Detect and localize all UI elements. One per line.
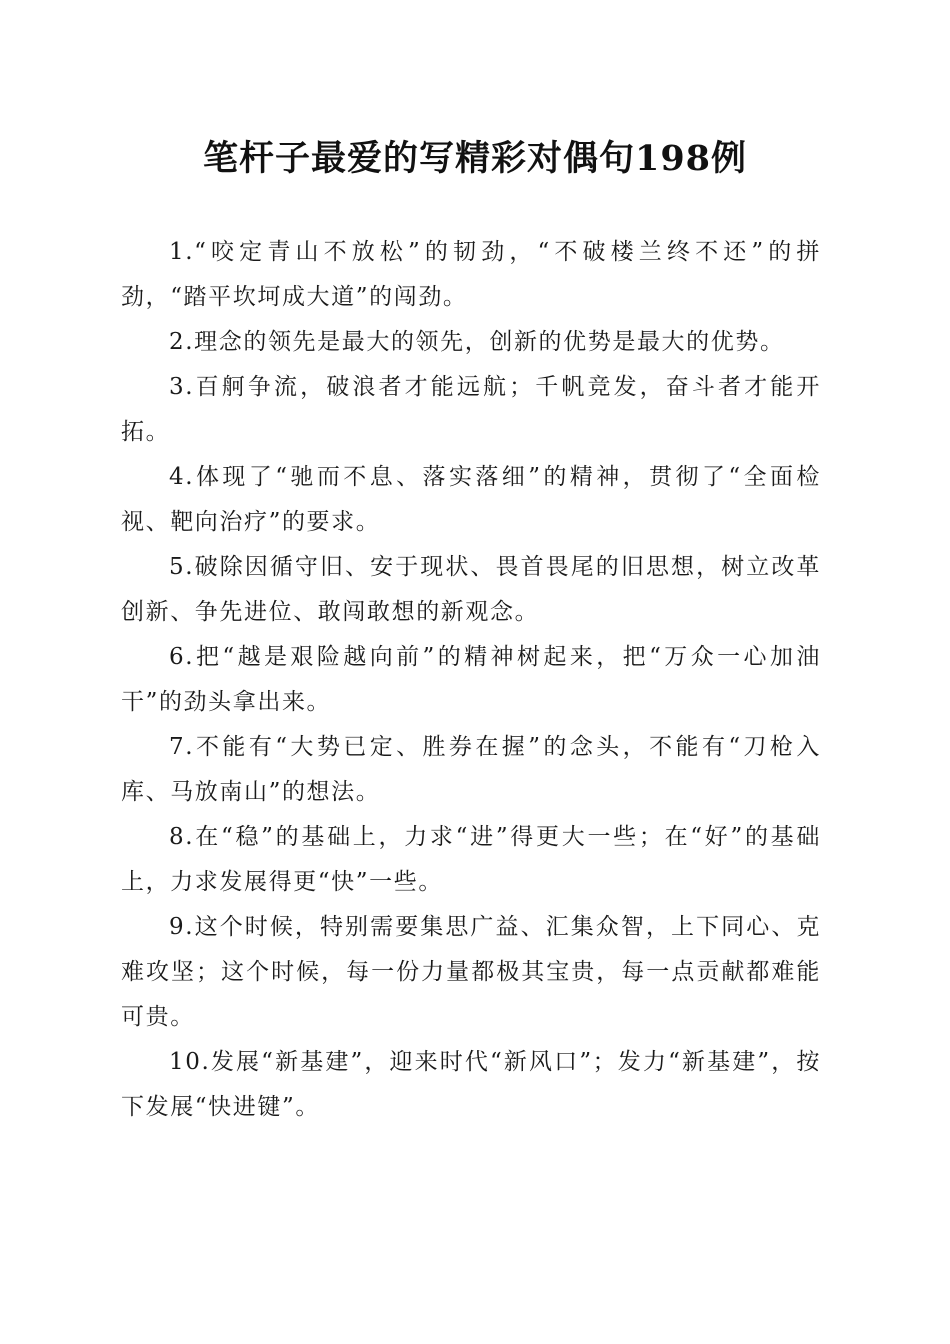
paragraph-1: 1.“咬定青山不放松”的韧劲，“不破楼兰终不还”的拼劲，“踏平坎坷成大道”的闯劲。 — [121, 239, 821, 310]
paragraph-3: 3.百舸争流，破浪者才能远航；千帆竞发，奋斗者才能开拓。 — [121, 374, 821, 445]
paragraph-2: 2.理念的领先是最大的领先，创新的优势是最大的优势。 — [169, 329, 785, 355]
document-body — [121, 230, 821, 1130]
paragraph-10: 10.发展“新基建”，迎来时代“新风口”；发力“新基建”，按下发展“快进键”。 — [121, 1049, 821, 1120]
paragraph-4: 4.体现了“驰而不息、落实落细”的精神，贯彻了“全面检视、靶向治疗”的要求。 — [121, 464, 821, 535]
page-title: 笔杆子最爱的写精彩对偶句198例 — [202, 138, 748, 179]
paragraph-8: 8.在“稳”的基础上，力求“进”得更大一些；在“好”的基础上，力求发展得更“快”一些。 — [121, 824, 821, 895]
paragraph-5: 5.破除因循守旧、安于现状、畏首畏尾的旧思想，树立改革创新、争先进位、敢闯敢想的新观念。 — [121, 554, 821, 625]
paragraph-6: 6.把“越是艰险越向前”的精神树起来，把“万众一心加油干”的劲头拿出来。 — [121, 644, 821, 715]
paragraph-7: 7.不能有“大势已定、胜券在握”的念头，不能有“刀枪入库、马放南山”的想法。 — [121, 734, 821, 805]
paragraph-9: 9.这个时候，特别需要集思广益、汇集众智，上下同心、克难攻坚；这个时候，每一份力量都极其宝贵，每一点贡献都难能可贵。 — [121, 914, 821, 1030]
